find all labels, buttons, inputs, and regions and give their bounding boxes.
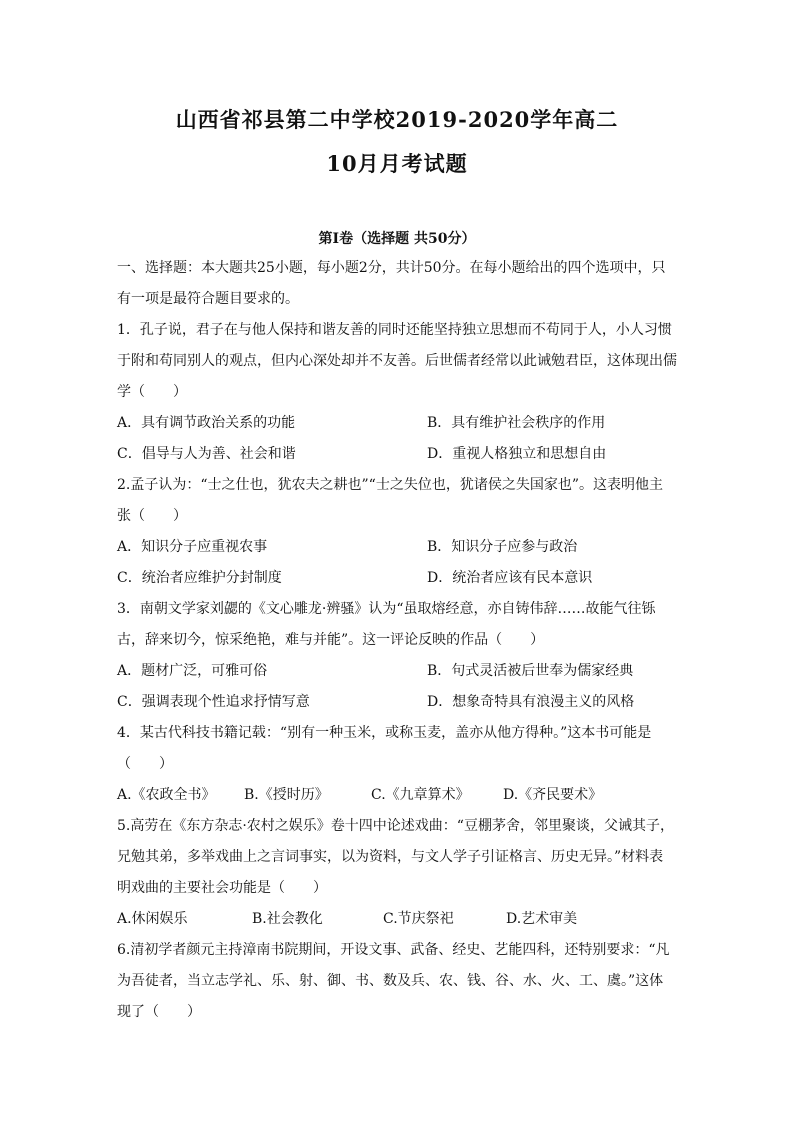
question-5-stem: 兄勉其弟，多举戏曲上之言词事实，以为资料，与文人学子引证格言、历史无异。”材料表 (117, 849, 664, 865)
question-4-option-b: B.《授时历》 (244, 787, 329, 803)
question-5-stem: 明戏曲的主要社会功能是（ ） (117, 880, 327, 896)
question-3-option-a: A．题材广泛，可雅可俗 (117, 663, 268, 679)
section-title: 第Ⅰ卷（选择题 共50分） (318, 231, 476, 247)
question-1-stem: 于附和苟同别人的观点，但内心深处却并不友善。后世儒者经常以此诫勉君臣，这体现出儒 (117, 353, 677, 369)
question-5-option-b: B.社会教化 (252, 911, 323, 927)
question-6-stem: 6.清初学者颜元主持漳南书院期间，开设文事、武备、经史、艺能四科，还特别要求：“凡 (117, 942, 670, 958)
question-1-stem: 学（ ） (117, 384, 187, 400)
question-4-stem: 4．某古代科技书籍记载：“别有一种玉米，或称玉麦，盖亦从他方得种。”这本书可能是 (117, 725, 652, 741)
question-2-option-d: D．统治者应该有民本意识 (427, 570, 593, 586)
question-3-option-d: D．想象奇特具有浪漫主义的风格 (427, 694, 635, 710)
question-3-stem: 古，辞来切今，惊采绝艳，难与并能”。这一评论反映的作品（ ） (117, 632, 545, 648)
question-3-option-c: C．强调表现个性追求抒情写意 (117, 694, 310, 710)
question-4-stem: （ ） (117, 756, 173, 772)
question-2-stem: 张（ ） (117, 508, 187, 524)
exam-title-line1: 山西省祁县第二中学校2019-2020学年高二 (175, 107, 619, 132)
question-5-stem: 5.高劳在《东方杂志·农村之娱乐》卷十四中论述戏曲：“豆棚茅舍，邻里聚谈，父诫其子， (117, 818, 674, 834)
question-1-option-d: D．重视人格独立和思想自由 (427, 446, 607, 462)
instructions-line: 有一项是最符合题目要求的。 (117, 291, 299, 307)
question-1-option-c: C．倡导与人为善、社会和谐 (117, 446, 296, 462)
question-4-option-c: C.《九章算术》 (371, 787, 470, 803)
instructions-line: 一、选择题：本大题共25小题，每小题2分，共计50分。在每小题给出的四个选项中，只 (117, 260, 666, 276)
question-5-option-a: A.休闲娱乐 (117, 911, 188, 927)
question-3-option-b: B．句式灵活被后世奉为儒家经典 (427, 663, 634, 679)
question-5-option-d: D.艺术审美 (506, 911, 578, 927)
question-5-option-c: C.节庆祭祀 (383, 911, 454, 927)
question-1-option-a: A．具有调节政治关系的功能 (117, 415, 296, 431)
exam-title-line2: 10月月考试题 (326, 151, 468, 176)
question-6-stem: 现了（ ） (117, 1004, 201, 1020)
question-4-option-d: D.《齐民要术》 (503, 787, 603, 803)
question-2-option-a: A．知识分子应重视农事 (117, 539, 268, 555)
question-3-stem: 3．南朝文学家刘勰的《文心雕龙·辨骚》认为“虽取熔经意，亦自铸伟辞……故能气往铄 (117, 601, 656, 617)
question-1-stem: 1．孔子说，君子在与他人保持和谐友善的同时还能坚持独立思想而不苟同于人，小人习惯 (117, 322, 672, 338)
question-2-stem: 2.孟子认为：“士之仕也，犹农夫之耕也”“士之失位也，犹诸侯之失国家也”。这表明他主 (117, 477, 663, 493)
question-4-option-a: A.《农政全书》 (117, 787, 216, 803)
question-2-option-b: B．知识分子应参与政治 (427, 539, 578, 555)
question-1-option-b: B．具有维护社会秩序的作用 (427, 415, 606, 431)
question-6-stem: 为吾徒者，当立志学礼、乐、射、御、书、数及兵、农、钱、谷、水、火、工、虞。”这体 (117, 973, 664, 989)
question-2-option-c: C．统治者应维护分封制度 (117, 570, 282, 586)
